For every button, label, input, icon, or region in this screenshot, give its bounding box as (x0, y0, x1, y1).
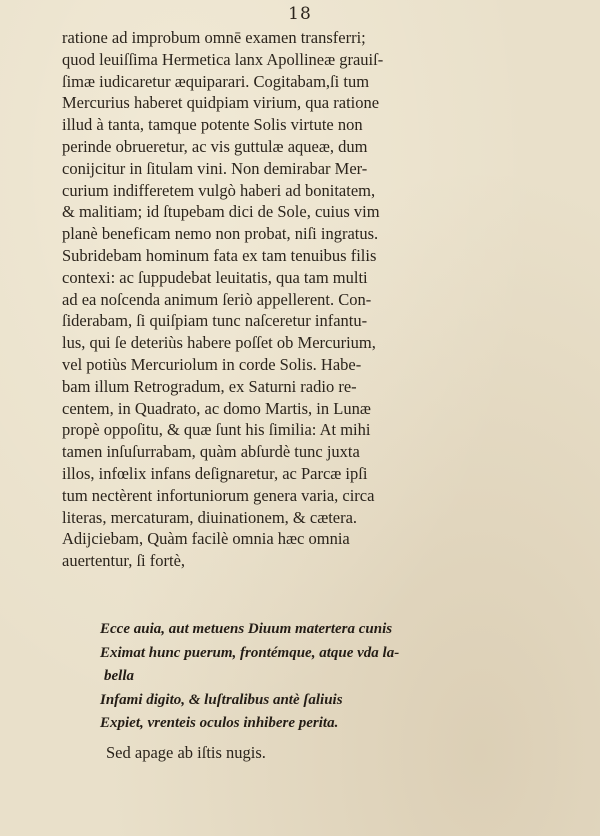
text-line: contexi: ac ſuppudebat leuitatis, qua tam multi (62, 267, 368, 287)
verse-line: Ecce auia, aut metuens Diuum matertera cunis (100, 621, 393, 637)
verse-line: bella (104, 668, 134, 684)
verse-line: Eximat hunc puerum, frontémque, atque vda la- (100, 644, 400, 661)
text-line: ſimæ iudicaretur æquiparari. Cogitabam,ſi tum (62, 71, 370, 91)
text-line: Mercurius haberet quidpiam virium, qua ratione (62, 93, 380, 113)
closing-sentence: Sed apage ab iſtis nugis. (106, 743, 266, 762)
text-line: curium indifferetem vulgò haberi ad bonitatem, (62, 180, 376, 200)
text-line: tum nectèrent infortuniorum genera varia, circa (62, 485, 375, 505)
text-line: Subridebam hominum fata ex tam tenuibus filis (62, 245, 377, 265)
text-line: propè oppoſitu, & quæ ſunt his ſimilia: At mihi (62, 420, 371, 440)
body-paragraph (62, 27, 522, 572)
text-line: perinde obrueretur, ac vis guttulæ aqueæ, dum (62, 136, 368, 156)
page-number: 18 (288, 4, 312, 24)
text-line: vel potiùs Mercuriolum in corde Solis. Habe- (62, 354, 362, 374)
text-line: Adijciebam, Quàm facilè omnia hæc omnia (62, 529, 350, 549)
text-line: ad ea noſcenda animum ſeriò appellerent. Con- (62, 289, 372, 309)
text-line: ratione ad improbum omnē examen transferri; (62, 28, 366, 47)
text-line: centem, in Quadrato, ac domo Martis, in Lunæ (62, 398, 371, 418)
text-line: tamen inſuſurrabam, quàm abſurdè tunc juxta (62, 442, 360, 462)
text-line: illud à tanta, tamque potente Solis virtute non (62, 115, 363, 135)
text-line: ſiderabam, ſi quiſpiam tunc naſceretur infantu- (62, 311, 368, 331)
verse-line: Infami digito, & luſtralibus antè ſaliuis (100, 691, 343, 708)
verse-line: Expiet, vrenteis oculos inhibere perita. (100, 715, 339, 731)
text-line: bam illum Retrogradum, ex Saturni radio re- (62, 376, 357, 396)
text-line: planè beneficam nemo non probat, niſi ingratus. (62, 224, 379, 244)
text-line: conijcitur in ſitulam vini. Non demirabar Mer- (62, 158, 368, 178)
text-line: literas, mercaturam, diuinationem, & cætera. (62, 507, 358, 527)
verse-quotation (100, 618, 540, 736)
text-line: & malitiam; id ſtupebam dici de Sole, cuius vim (62, 202, 380, 222)
text-line: quod leuiſſima Hermetica lanx Apollineæ grauiſ- (62, 49, 384, 69)
text-line: lus, qui ſe deteriùs habere poſſet ob Mercurium, (62, 333, 376, 353)
text-line: auertentur, ſi fortè, (62, 551, 186, 571)
text-line: illos, infœlix infans deſignaretur, ac Parcæ ipſi (62, 463, 368, 483)
